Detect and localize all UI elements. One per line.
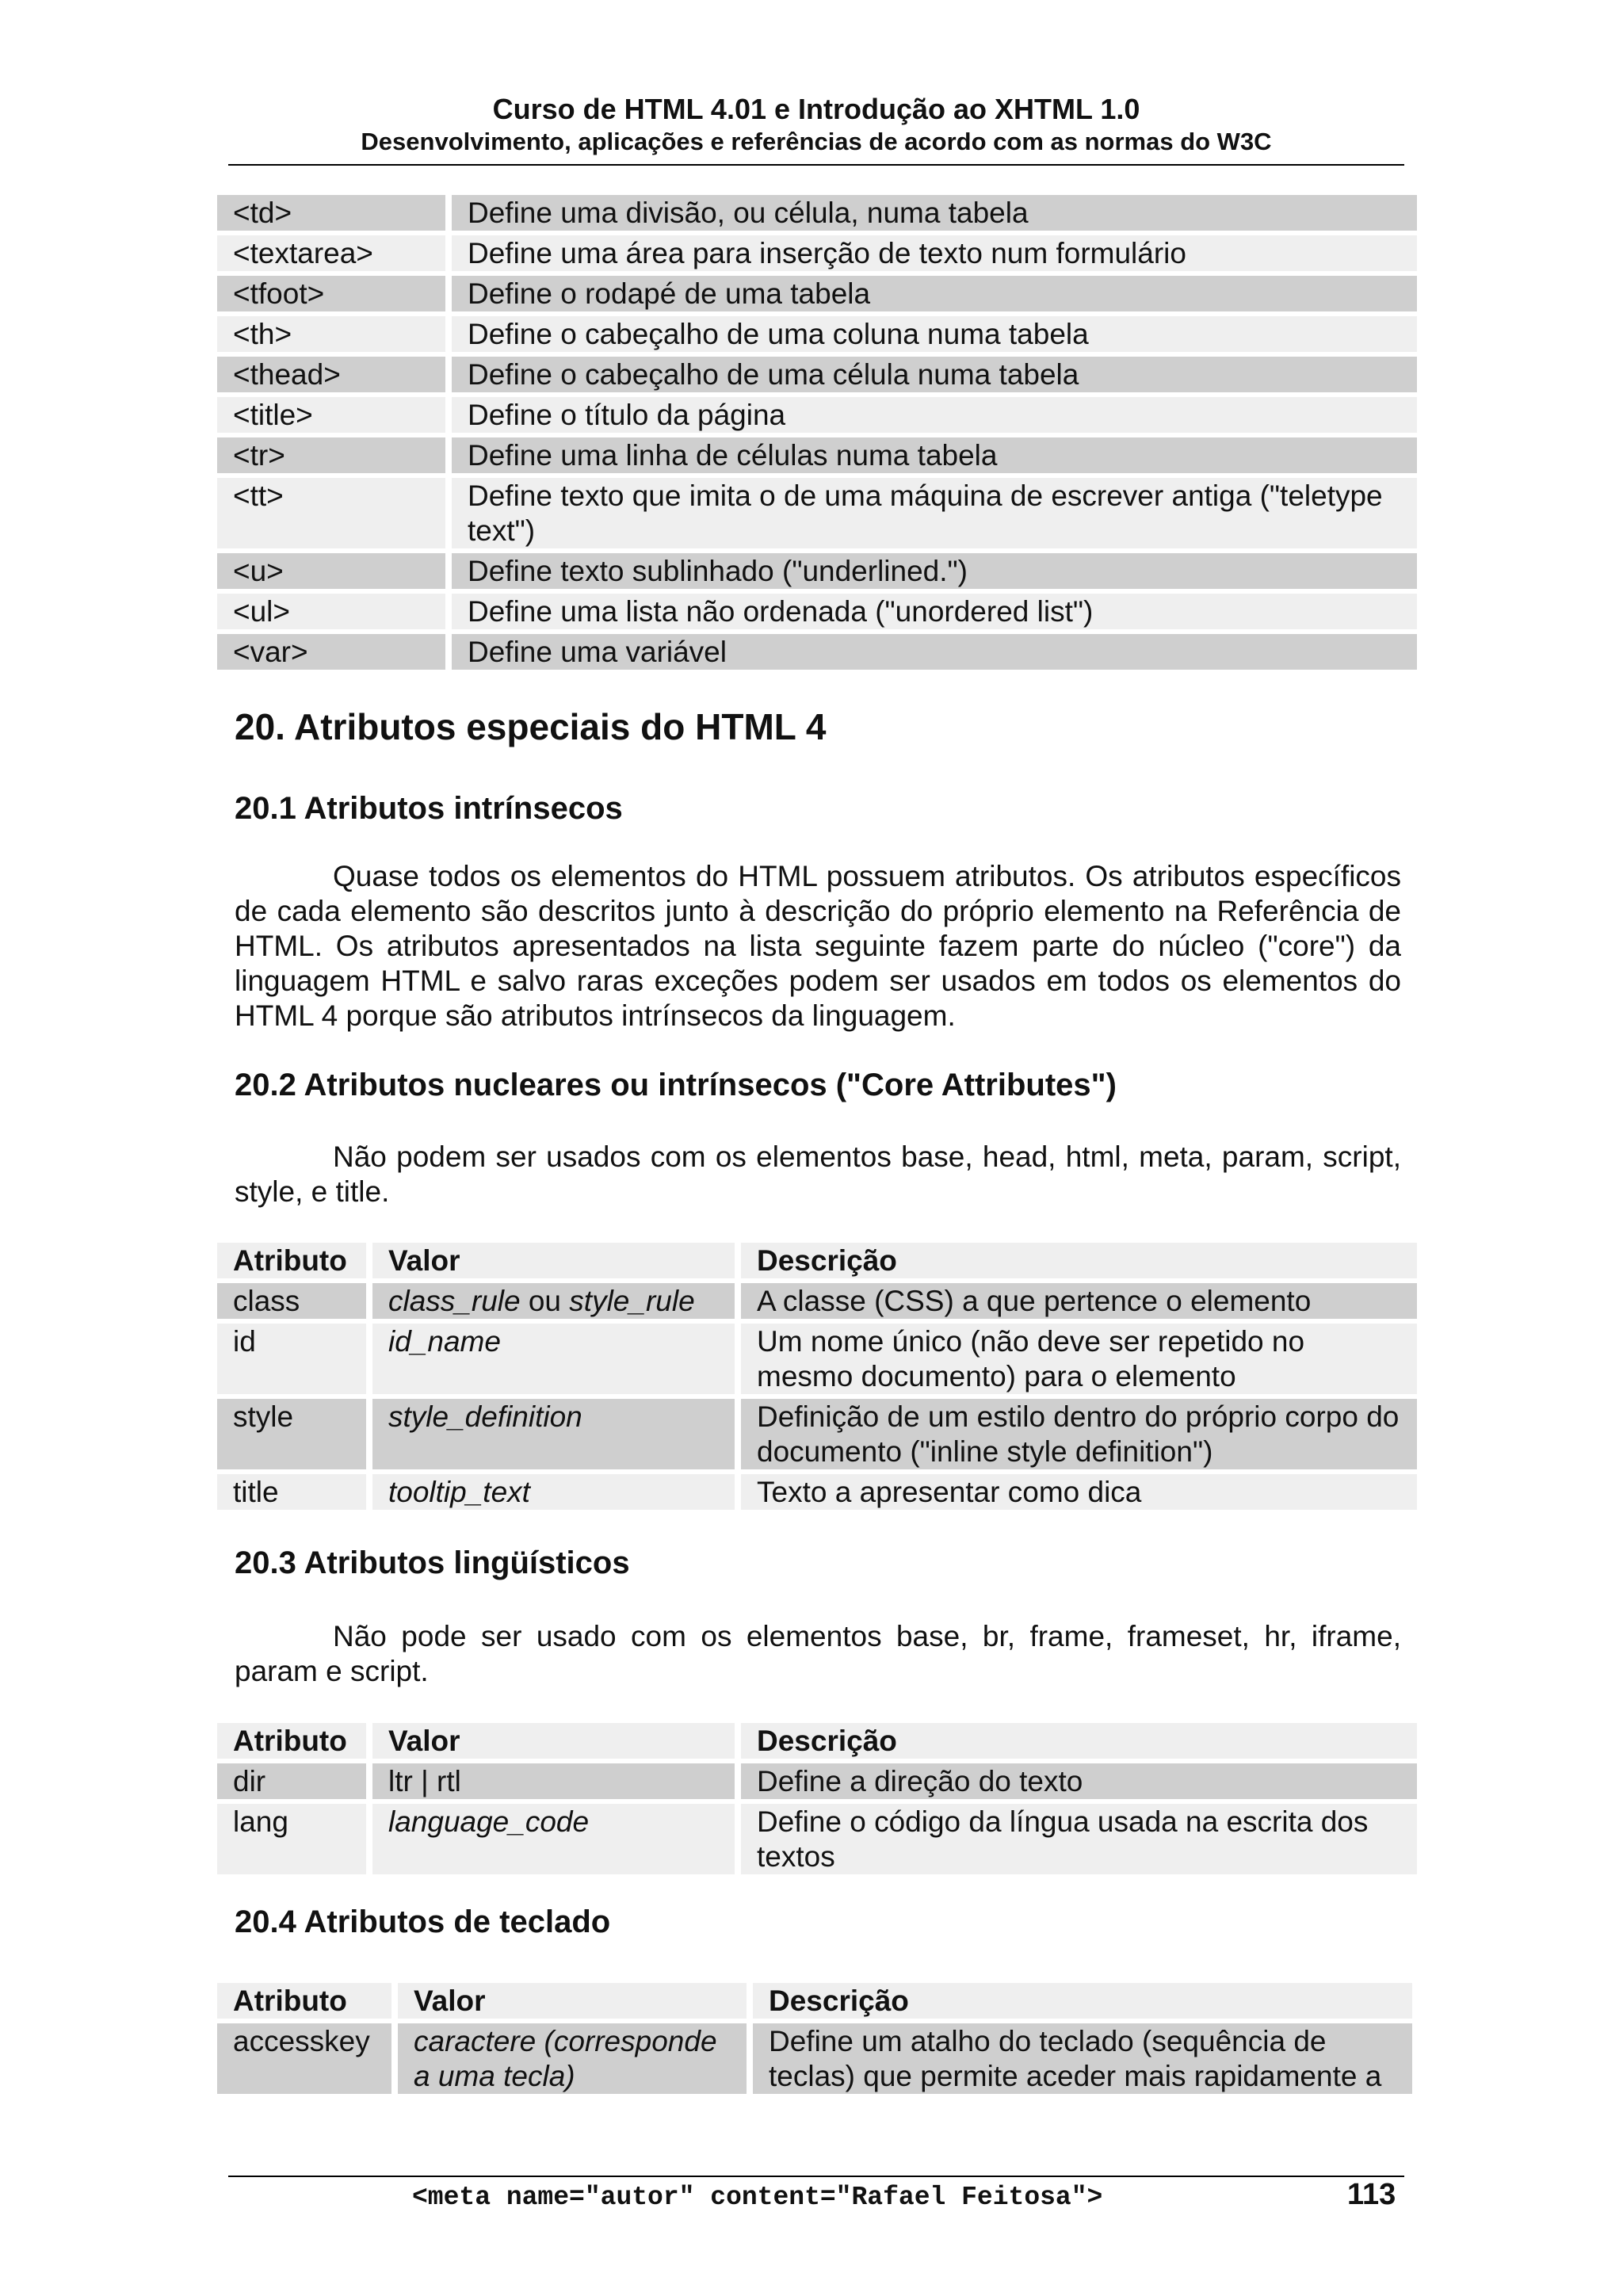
- description-cell: Define um atalho do teclado (sequência de teclas) que permite aceder mais rapidamente a: [753, 2023, 1412, 2094]
- attribute-cell: lang: [217, 1804, 366, 1874]
- tag-cell: <tt>: [217, 478, 445, 548]
- header-divider: [228, 164, 1404, 166]
- column-header: Descrição: [741, 1723, 1417, 1759]
- description-cell: Define uma divisão, ou célula, numa tabela: [452, 195, 1417, 231]
- table-row: [217, 1474, 1417, 1510]
- column-header: Valor: [398, 1983, 747, 2019]
- tag-cell: <title>: [217, 397, 445, 433]
- footer-meta-text: <meta name="autor" content="Rafael Feitosa">: [412, 2183, 1103, 2212]
- tag-cell: <textarea>: [217, 235, 445, 271]
- column-header: Atributo: [217, 1983, 391, 2019]
- attribute-cell: class: [217, 1283, 366, 1319]
- table-row: [217, 397, 1417, 433]
- table-row: [217, 276, 1417, 311]
- table-row: [217, 235, 1417, 271]
- document-subtitle: Desenvolvimento, aplicações e referências de acordo com as normas do W3C: [361, 128, 1272, 155]
- table-row: [217, 357, 1417, 392]
- column-header: Descrição: [753, 1983, 1412, 2019]
- value-cell: ltr | rtl: [372, 1763, 735, 1799]
- core-attributes-table: [211, 1238, 1423, 1515]
- description-cell: Define uma variável: [452, 634, 1417, 670]
- table-row: [217, 2023, 1412, 2094]
- description-cell: Define o código da língua usada na escrita dos textos: [741, 1804, 1417, 1874]
- description-cell: Texto a apresentar como dica: [741, 1474, 1417, 1510]
- table-header-row: [217, 1983, 1412, 2019]
- table-row: [217, 316, 1417, 352]
- section-heading: 20. Atributos especiais do HTML 4: [235, 706, 827, 747]
- table-row: [217, 1399, 1417, 1469]
- tag-cell: <td>: [217, 195, 445, 231]
- value-cell: caractere (corresponde a uma tecla): [398, 2023, 747, 2094]
- tag-cell: <ul>: [217, 594, 445, 629]
- value-cell: [372, 1283, 735, 1319]
- column-header: Atributo: [217, 1243, 366, 1278]
- page-header: [228, 92, 1404, 157]
- column-header: Valor: [372, 1243, 735, 1278]
- tag-cell: <thead>: [217, 357, 445, 392]
- column-header: Valor: [372, 1723, 735, 1759]
- table-row: [217, 478, 1417, 548]
- description-cell: Define o cabeçalho de uma célula numa tabela: [452, 357, 1417, 392]
- table-row: [217, 634, 1417, 670]
- attribute-cell: style: [217, 1399, 366, 1469]
- description-cell: Define uma área para inserção de texto num formulário: [452, 235, 1417, 271]
- tag-cell: <tr>: [217, 437, 445, 473]
- language-attributes-table: [211, 1718, 1423, 1879]
- value-cell: tooltip_text: [372, 1474, 735, 1510]
- table-row: [217, 1763, 1417, 1799]
- keyboard-attributes-table: [211, 1978, 1419, 2099]
- description-cell: Definição de um estilo dentro do próprio corpo do documento ("inline style definition"): [741, 1399, 1417, 1469]
- attribute-cell: id: [217, 1324, 366, 1394]
- value-separator: ou: [520, 1285, 570, 1317]
- table-row: [217, 1324, 1417, 1394]
- column-header: Atributo: [217, 1723, 366, 1759]
- description-cell: Define texto que imita o de uma máquina de escrever antiga ("teletype text"): [452, 478, 1417, 548]
- paragraph-20-2: Não podem ser usados com os elementos base, head, html, meta, param, script, style, e title.: [235, 1140, 1401, 1208]
- description-cell: Define uma lista não ordenada ("unordered list"): [452, 594, 1417, 629]
- subsection-heading-20-2: 20.2 Atributos nucleares ou intrínsecos ("Core Attributes"): [235, 1068, 1117, 1102]
- description-cell: Define o rodapé de uma tabela: [452, 276, 1417, 311]
- table-row: [217, 437, 1417, 473]
- page-number: 113: [1347, 2178, 1396, 2211]
- description-cell: Define o título da página: [452, 397, 1417, 433]
- value-cell: language_code: [372, 1804, 735, 1874]
- tags-table: [211, 190, 1423, 674]
- subsection-heading-20-1: 20.1 Atributos intrínsecos: [235, 791, 623, 826]
- subsection-heading-20-4: 20.4 Atributos de teclado: [235, 1904, 611, 1939]
- tag-cell: <var>: [217, 634, 445, 670]
- table-header-row: [217, 1723, 1417, 1759]
- description-cell: A classe (CSS) a que pertence o elemento: [741, 1283, 1417, 1319]
- description-cell: Define o cabeçalho de uma coluna numa tabela: [452, 316, 1417, 352]
- value-part: style_rule: [569, 1285, 695, 1317]
- table-row: [217, 594, 1417, 629]
- footer-divider: [228, 2176, 1404, 2177]
- tag-cell: <tfoot>: [217, 276, 445, 311]
- table-row: [217, 1804, 1417, 1874]
- document-title: Curso de HTML 4.01 e Introdução ao XHTML 1.0: [492, 93, 1140, 125]
- description-cell: Define a direção do texto: [741, 1763, 1417, 1799]
- attribute-cell: accesskey: [217, 2023, 391, 2094]
- value-cell: style_definition: [372, 1399, 735, 1469]
- column-header: Descrição: [741, 1243, 1417, 1278]
- attribute-cell: title: [217, 1474, 366, 1510]
- table-row: [217, 1283, 1417, 1319]
- subsection-heading-20-3: 20.3 Atributos lingüísticos: [235, 1545, 630, 1580]
- tag-cell: <u>: [217, 553, 445, 589]
- table-row: [217, 195, 1417, 231]
- value-part: class_rule: [388, 1285, 521, 1317]
- description-cell: Um nome único (não deve ser repetido no mesmo documento) para o elemento: [741, 1324, 1417, 1394]
- description-cell: Define texto sublinhado ("underlined."): [452, 553, 1417, 589]
- table-header-row: [217, 1243, 1417, 1278]
- tag-cell: <th>: [217, 316, 445, 352]
- description-cell: Define uma linha de células numa tabela: [452, 437, 1417, 473]
- attribute-cell: dir: [217, 1763, 366, 1799]
- value-cell: id_name: [372, 1324, 735, 1394]
- paragraph-20-3: Não pode ser usado com os elementos base, br, frame, frameset, hr, iframe, param e script.: [235, 1620, 1401, 1687]
- paragraph-20-1: Quase todos os elementos do HTML possuem atributos. Os atributos específicos de cada elemento são descritos junto à descrição do próprio elemento na Referência de HTML. Os atributos apresentados na lista seguinte fazem parte do núcleo ("core") da linguagem HTML e salvo raras exceções podem ser usados em todos os elementos do HTML 4 porque são atributos intrínsecos da linguagem.: [235, 860, 1401, 1032]
- table-row: [217, 553, 1417, 589]
